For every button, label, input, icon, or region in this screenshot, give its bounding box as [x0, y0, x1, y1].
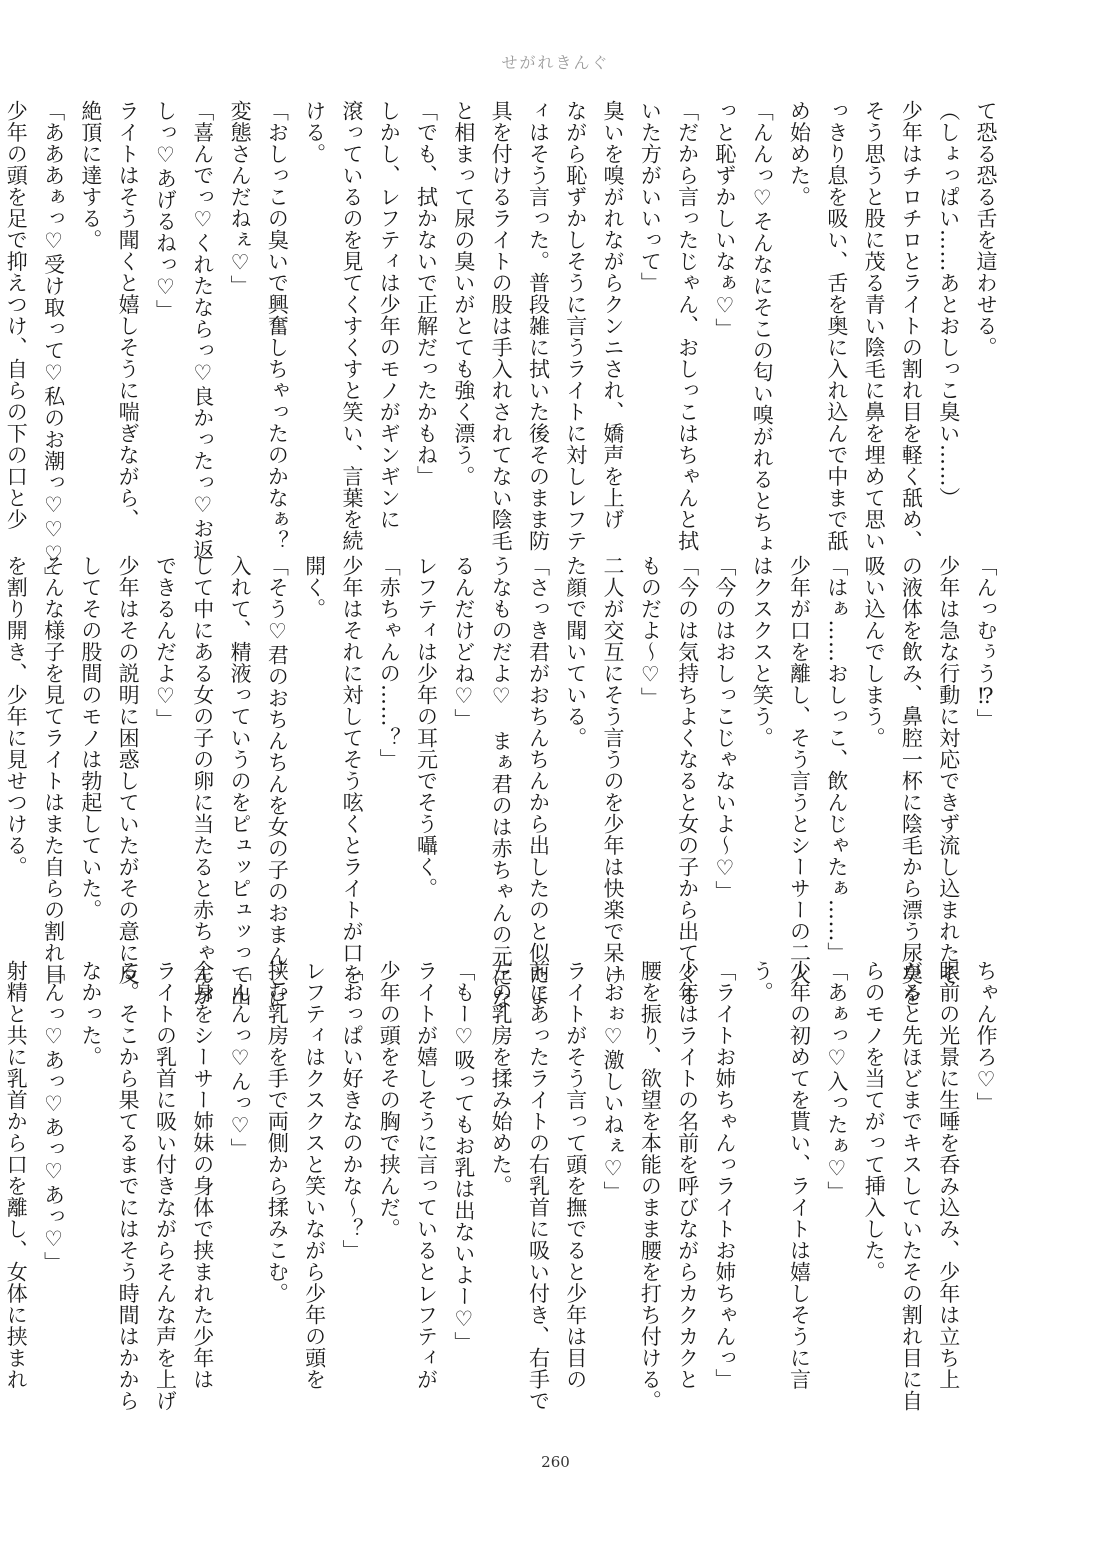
text-line: 「あぁっ♡入ったぁ♡」: [824, 960, 849, 1203]
page-number: 260: [541, 1453, 570, 1471]
text-line: 少年の頭をその胸で挟んだ。: [377, 960, 402, 1240]
text-line: ながら恥ずかしそうに言うライトに対しレフテ: [563, 100, 588, 552]
text-line: ライトはそう聞くと嬉しそうに喘ぎながら、: [116, 100, 141, 530]
text-line: 少年の初めてを貰い、ライトは嬉しそうに言: [787, 960, 812, 1390]
text-line: っと恥ずかしいなぁ♡」: [712, 100, 737, 340]
text-block-bottom: [4, 960, 1004, 1412]
text-line: 全身をシーサー姉妹の身体で挟まれた少年は: [190, 960, 215, 1390]
text-line: 二人が交互にそう言うのを少年は快楽で呆け: [601, 555, 626, 985]
text-line: と相まって尿の臭いがとても強く漂う。: [451, 100, 476, 487]
text-line: 吸い込んでしまう。: [862, 555, 887, 749]
text-line: 「今のは気持ちよくなると女の子から出てくる: [675, 555, 700, 1007]
text-line: 少年はチロチロとライトの割れ目を軽く舐め、: [899, 100, 924, 552]
text-line: 絶頂に達する。: [78, 100, 103, 251]
text-line: ライトの乳首に吸い付きながらそんな声を上げ: [153, 960, 178, 1412]
text-line: はクスクスと笑う。: [750, 555, 775, 749]
text-line: レフティはクスクスと笑いながら少年の頭を: [302, 960, 327, 1390]
text-line: う。: [750, 960, 775, 1003]
text-line: 変態さんだねぇ♡」: [228, 100, 253, 297]
text-line: らのモノを当てがって挿入した。: [862, 960, 887, 1283]
text-line: 「んっ♡あっ♡あっ♡あっ♡」: [41, 960, 66, 1273]
text-line: 腰を振り、欲望を本能のまま腰を打ち付ける。: [638, 960, 663, 1412]
text-line: 「そう♡君のおちんちんを女の子のおまんこに: [265, 555, 290, 1010]
text-line: 少年の頭を足で抑えつけ、自らの下の口と少: [4, 100, 29, 530]
text-line: 「でも、拭かないで正解だったかもね」: [414, 100, 439, 487]
text-line: なかった。: [78, 960, 103, 1068]
text-line: る。そこから果てるまでにはそう時間はかから: [116, 960, 141, 1412]
text-line: 「はぁ……おしっこ、飲んじゃたぁ……」: [824, 555, 849, 964]
text-line: 具を付けるライトの股は手入れされてない陰毛: [489, 100, 514, 552]
text-line: 少年が口を離し、そう言うとシーサーの二人: [787, 555, 812, 985]
text-line: してその股間のモノは勃起していた。: [78, 555, 103, 921]
text-line: の液体を飲み、鼻腔一杯に陰毛から漂う尿臭を: [899, 555, 924, 1007]
text-line: レフティは少年の耳元でそう囁く。: [414, 555, 439, 899]
text-line: 「んんっ♡んっ♡」: [228, 960, 253, 1160]
text-line: 眼前の光景に生唾を呑み込み、少年は立ち上: [936, 960, 961, 1390]
text-line: っきり息を吸い、舌を奥に入れ込んで中まで舐: [824, 100, 849, 552]
text-line: 少年は急な行動に対応できず流し込まれたそ: [936, 555, 961, 985]
text-line: た顔で聞いている。: [563, 555, 588, 749]
running-header: せがれきんぐ: [501, 53, 610, 72]
text-line: 左の乳房を揉み始めた。: [489, 960, 514, 1197]
text-line: 「赤ちゃんの……？」: [377, 555, 402, 770]
text-line: 「あああぁっ♡受け取って♡私のお潮っ♡♡♡」: [41, 100, 66, 588]
text-line: 前にあったライトの右乳首に吸い付き、右手で: [526, 960, 551, 1412]
text-line: 「喜んでっ♡くれたならっ♡良かったっ♡お返: [190, 100, 215, 561]
text-line: 「ライトお姉ちゃんっライトお姉ちゃんっ」: [712, 960, 737, 1390]
text-line: しかし、レフティは少年のモノがギンギンに: [377, 100, 402, 530]
text-line: ものだよ～♡」: [638, 555, 663, 709]
text-line: して中にある女の子の卵に当たると赤ちゃんが: [190, 555, 215, 1007]
text-line: そう思うと股に茂る青い陰毛に鼻を埋めて思い: [862, 100, 887, 552]
text-line: がると先ほどまでキスしていたその割れ目に自: [899, 960, 924, 1412]
text-line: 「もー♡吸ってもお乳は出ないよー♡」: [451, 960, 476, 1353]
text-line: できるんだよ♡」: [153, 555, 178, 730]
text-line: ィはそう言った。普段雑に拭いた後そのまま防: [526, 100, 551, 552]
text-line: ちゃん作ろ♡」: [974, 960, 998, 1114]
text-line: め始めた。: [787, 100, 812, 208]
text-line: そんな様子を見てライトはまた自らの割れ目: [41, 555, 66, 985]
text-line: 少年はライトの名前を呼びながらカクカクと: [675, 960, 700, 1390]
text-line: 「おしっこの臭いで興奮しちゃったのかなぁ？: [265, 100, 290, 552]
text-line: ライトがそう言って頭を撫でると少年は目の: [563, 960, 588, 1390]
text-line: 「今のはおしっこじゃないよ～♡」: [712, 555, 737, 902]
text-line: （しょっぱい……あとおしっこ臭い……）: [936, 100, 961, 509]
text-line: 「んんっ♡そんなにそこの匂い嗅がれるとちょ: [750, 100, 775, 555]
text-line: 滾っているのを見てくすくすと笑い、言葉を続: [339, 100, 364, 552]
text-line: うなものだよ♡ まぁ君のは赤ちゃんの元にな: [489, 555, 514, 1010]
text-line: 「おっぱい好きなのかな～？」: [339, 960, 364, 1261]
text-line: 「おぉ♡激しいねぇ♡」: [601, 960, 626, 1203]
text-line: 少年はその説明に困惑していたがその意に反: [116, 555, 141, 985]
text-line: 臭いを嗅がれながらクンニされ、嬌声を上げ: [601, 100, 626, 530]
text-line: 射精と共に乳首から口を離し、女体に挟まれ: [4, 960, 29, 1390]
text-line: 入れて、精液っていうのをピュッピュッって出: [228, 555, 253, 1007]
text-line: 「さっき君がおちんちんから出したのと似たよ: [526, 555, 551, 1007]
text-line: 「んっむぅう⁉」: [974, 555, 998, 730]
text-line: いた方がいいって」: [638, 100, 663, 294]
text-line: て恐る恐る舌を這わせる。: [974, 100, 998, 358]
text-line: しっ♡あげるねっ♡」: [153, 100, 178, 321]
text-line: 挟む乳房を手で両側から揉みこむ。: [265, 960, 290, 1304]
text-line: ライトが嬉しそうに言っているとレフティが: [414, 960, 439, 1390]
text-line: 少年はそれに対してそう呟くとライトが口を: [339, 555, 364, 985]
text-line: 「だから言ったじゃん、おしっこはちゃんと拭: [675, 100, 700, 552]
text-line: を割り開き、少年に見せつける。: [4, 555, 29, 878]
text-line: ける。: [302, 100, 327, 165]
text-line: るんだけどね♡」: [451, 555, 476, 730]
text-line: 開く。: [302, 555, 327, 620]
text-block-middle: [4, 555, 1004, 1010]
